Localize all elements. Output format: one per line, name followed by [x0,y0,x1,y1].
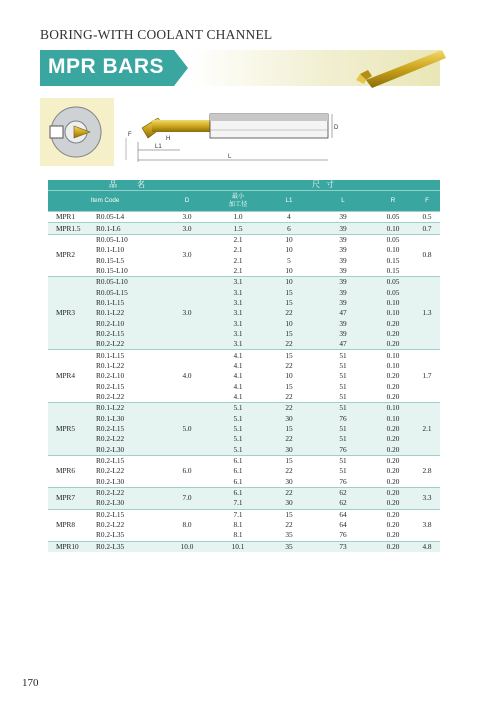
l-cell: 39 [314,234,372,245]
l-cell: 76 [314,530,372,541]
l-cell: 47 [314,339,372,350]
l1-cell: 6 [264,223,314,234]
min-bore-cell: 6.1 [212,477,264,488]
f-cell: 2.1 [414,403,440,456]
l-cell: 39 [314,212,372,223]
product-name-cell: MPR5 [48,403,94,456]
r-cell: 0.20 [372,541,414,552]
table-row [48,498,440,509]
l-cell: 39 [314,266,372,277]
l1-cell: 30 [264,477,314,488]
page-number: 170 [22,677,39,689]
technical-drawing [40,98,340,166]
product-name-cell: MPR1 [48,212,94,223]
r-cell: 0.05 [372,277,414,288]
min-bore-cell: 3.1 [212,298,264,308]
r-cell: 0.20 [372,520,414,530]
table-row [48,287,440,297]
table-row [48,371,440,381]
table-row [48,245,440,255]
l1-cell: 10 [264,371,314,381]
header-dimensions: 尺寸 [212,180,440,191]
table-row [48,277,440,288]
l1-cell: 22 [264,466,314,476]
f-cell: 4.8 [414,541,440,552]
l-cell: 51 [314,392,372,403]
l1-cell: 22 [264,339,314,350]
min-bore-cell: 2.1 [212,266,264,277]
min-bore-cell: 4.1 [212,350,264,361]
min-bore-cell: 1.5 [212,223,264,234]
l1-cell: 35 [264,530,314,541]
l1-cell: 22 [264,392,314,403]
l1-cell: 15 [264,350,314,361]
min-bore-cell: 3.1 [212,277,264,288]
min-bore-cell: 4.1 [212,392,264,403]
item-code-cell: R0.1-L22 [94,361,162,371]
l-cell: 62 [314,487,372,498]
product-name-cell: MPR10 [48,541,94,552]
item-code-cell: R0.2-L30 [94,498,162,509]
min-bore-cell: 3.1 [212,339,264,350]
min-bore-cell: 6.1 [212,455,264,466]
f-cell: 3.8 [414,509,440,541]
header-product-name: 品 名 [48,180,212,191]
product-name-cell: MPR2 [48,234,94,276]
product-name-cell: MPR4 [48,350,94,403]
dim-d-label: D [334,125,339,131]
item-code-cell: R0.2-L22 [94,339,162,350]
d-cell: 6.0 [162,455,212,487]
col-d: D [162,191,212,212]
l-cell: 51 [314,403,372,414]
table-row [48,455,440,466]
item-code-cell: R0.2-L15 [94,455,162,466]
min-bore-cell: 5.1 [212,434,264,444]
r-cell: 0.05 [372,287,414,297]
item-code-cell: R0.2-L15 [94,382,162,392]
r-cell: 0.20 [372,382,414,392]
product-name-cell: MPR8 [48,509,94,541]
item-code-cell: R0.2-L15 [94,509,162,520]
l1-cell: 30 [264,414,314,424]
page-title: MPR BARS [48,55,165,78]
item-code-cell: R0.05-L10 [94,234,162,245]
item-code-cell: R0.1-L22 [94,403,162,414]
item-code-cell: R0.2-L22 [94,520,162,530]
l1-cell: 5 [264,255,314,265]
dim-h-label: H [166,136,171,142]
item-code-cell: R0.15-L5 [94,255,162,265]
l-cell: 51 [314,424,372,434]
col-l: L [314,191,372,212]
l1-cell: 10 [264,234,314,245]
table-row [48,487,440,498]
l1-cell: 15 [264,298,314,308]
table-row [48,403,440,414]
r-cell: 0.20 [372,530,414,541]
r-cell: 0.20 [372,455,414,466]
r-cell: 0.10 [372,361,414,371]
l1-cell: 15 [264,287,314,297]
item-code-cell: R0.1-L10 [94,245,162,255]
item-code-cell: R0.1-L22 [94,308,162,318]
item-code-cell: R0.2-L15 [94,329,162,339]
min-bore-cell: 5.1 [212,414,264,424]
r-cell: 0.20 [372,392,414,403]
table-row [48,520,440,530]
item-code-cell: R0.15-L10 [94,266,162,277]
l-cell: 76 [314,477,372,488]
item-code-cell: R0.2-L35 [94,541,162,552]
table-row [48,392,440,403]
l-cell: 39 [314,329,372,339]
section-header: BORING-WITH COOLANT CHANNEL [40,27,273,42]
min-bore-cell: 4.1 [212,382,264,392]
min-bore-cell: 7.1 [212,509,264,520]
table-row [48,329,440,339]
min-bore-cell: 2.1 [212,234,264,245]
item-code-cell: R0.05-L4 [94,212,162,223]
r-cell: 0.20 [372,487,414,498]
f-cell: 2.8 [414,455,440,487]
l1-cell: 22 [264,520,314,530]
l-cell: 51 [314,361,372,371]
r-cell: 0.15 [372,266,414,277]
table-row [48,298,440,308]
l-cell: 39 [314,245,372,255]
item-code-cell: R0.1-L15 [94,350,162,361]
r-cell: 0.20 [372,509,414,520]
table-row [48,414,440,424]
min-bore-cell: 3.1 [212,287,264,297]
l-cell: 51 [314,350,372,361]
l1-cell: 35 [264,541,314,552]
min-bore-cell: 5.1 [212,424,264,434]
l1-cell: 15 [264,329,314,339]
item-code-cell: R0.2-L22 [94,466,162,476]
product-name-cell: MPR3 [48,277,94,350]
l-cell: 39 [314,277,372,288]
min-bore-cell: 2.1 [212,255,264,265]
min-bore-cell: 8.1 [212,520,264,530]
table-row [48,541,440,552]
table-row [48,477,440,488]
dim-f-label: F [128,132,132,138]
min-bore-cell: 8.1 [212,530,264,541]
item-code-cell: R0.1-L30 [94,414,162,424]
r-cell: 0.05 [372,234,414,245]
l-cell: 51 [314,466,372,476]
col-min-bore: 最小 加工径 [212,191,264,212]
l-cell: 51 [314,382,372,392]
r-cell: 0.20 [372,424,414,434]
l1-cell: 22 [264,487,314,498]
min-bore-cell: 1.0 [212,212,264,223]
f-cell: 0.7 [414,223,440,234]
table-row [48,530,440,541]
l-cell: 39 [314,255,372,265]
table-row [48,434,440,444]
r-cell: 0.20 [372,371,414,381]
min-bore-cell: 4.1 [212,361,264,371]
min-bore-cell: 5.1 [212,445,264,456]
l-cell: 39 [314,298,372,308]
item-code-cell: R0.2-L10 [94,371,162,381]
r-cell: 0.20 [372,498,414,509]
l-cell: 39 [314,287,372,297]
min-bore-cell: 4.1 [212,371,264,381]
product-name-cell: MPR7 [48,487,94,509]
l1-cell: 22 [264,361,314,371]
d-cell: 3.0 [162,212,212,223]
r-cell: 0.20 [372,466,414,476]
f-cell: 0.8 [414,234,440,276]
product-name-cell: MPR6 [48,455,94,487]
d-cell: 4.0 [162,350,212,403]
table-row [48,361,440,371]
table-row [48,339,440,350]
table-row [48,223,440,234]
r-cell: 0.10 [372,298,414,308]
l1-cell: 10 [264,277,314,288]
item-code-cell: R0.2-L15 [94,424,162,434]
r-cell: 0.10 [372,223,414,234]
product-name-cell: MPR1.5 [48,223,94,234]
l-cell: 39 [314,223,372,234]
min-bore-cell: 7.1 [212,498,264,509]
dim-l1-label: L1 [155,144,162,150]
r-cell: 0.20 [372,477,414,488]
item-code-cell: R0.05-L15 [94,287,162,297]
table-row [48,266,440,277]
table-row [48,318,440,328]
r-cell: 0.20 [372,318,414,328]
f-cell: 1.7 [414,350,440,403]
item-code-cell: R0.2-L35 [94,530,162,541]
l1-cell: 10 [264,245,314,255]
l1-cell: 15 [264,455,314,466]
table-row [48,509,440,520]
d-cell: 5.0 [162,403,212,456]
l1-cell: 22 [264,434,314,444]
item-code-cell: R0.2-L10 [94,318,162,328]
dim-l-label: L [228,154,232,160]
item-code-cell: R0.2-L22 [94,392,162,403]
min-bore-cell: 6.1 [212,466,264,476]
l1-cell: 4 [264,212,314,223]
min-bore-cell: 5.1 [212,403,264,414]
col-r: R [372,191,414,212]
r-cell: 0.20 [372,445,414,456]
item-code-cell: R0.2-L30 [94,445,162,456]
min-bore-cell: 2.1 [212,245,264,255]
l1-cell: 22 [264,403,314,414]
l-cell: 76 [314,445,372,456]
r-cell: 0.05 [372,212,414,223]
r-cell: 0.15 [372,255,414,265]
d-cell: 3.0 [162,277,212,350]
item-code-cell: R0.05-L10 [94,277,162,288]
item-code-cell: R0.2-L30 [94,477,162,488]
table-row [48,350,440,361]
r-cell: 0.10 [372,403,414,414]
r-cell: 0.10 [372,350,414,361]
item-code-cell: R0.2-L22 [94,487,162,498]
f-cell: 3.3 [414,487,440,509]
col-l1: L1 [264,191,314,212]
l-cell: 39 [314,318,372,328]
table-row [48,382,440,392]
l1-cell: 10 [264,318,314,328]
table-row [48,424,440,434]
min-bore-cell: 3.1 [212,308,264,318]
l-cell: 51 [314,455,372,466]
table-row [48,308,440,318]
d-cell: 3.0 [162,234,212,276]
l1-cell: 22 [264,308,314,318]
d-cell: 8.0 [162,509,212,541]
table-row [48,255,440,265]
l1-cell: 15 [264,382,314,392]
l-cell: 51 [314,371,372,381]
l-cell: 51 [314,434,372,444]
l-cell: 76 [314,414,372,424]
table-row [48,234,440,245]
d-cell: 7.0 [162,487,212,509]
f-cell: 0.5 [414,212,440,223]
item-code-cell: R0.1-L15 [94,298,162,308]
table-row [48,466,440,476]
col-item-code: Item Code [48,191,162,212]
l1-cell: 15 [264,424,314,434]
r-cell: 0.10 [372,245,414,255]
l-cell: 64 [314,509,372,520]
spec-table [48,180,440,552]
item-code-cell: R0.1-L6 [94,223,162,234]
tool-photo [356,44,446,90]
l-cell: 47 [314,308,372,318]
l-cell: 73 [314,541,372,552]
table-row [48,445,440,456]
min-bore-cell: 3.1 [212,329,264,339]
l-cell: 64 [314,520,372,530]
l-cell: 62 [314,498,372,509]
r-cell: 0.10 [372,414,414,424]
l1-cell: 30 [264,445,314,456]
r-cell: 0.10 [372,308,414,318]
r-cell: 0.20 [372,339,414,350]
min-bore-cell: 10.1 [212,541,264,552]
f-cell: 1.3 [414,277,440,350]
table-row [48,212,440,223]
min-bore-cell: 6.1 [212,487,264,498]
d-cell: 10.0 [162,541,212,552]
l1-cell: 15 [264,509,314,520]
r-cell: 0.20 [372,434,414,444]
item-code-cell: R0.2-L22 [94,434,162,444]
d-cell: 3.0 [162,223,212,234]
spec-table-body [48,212,440,553]
l1-cell: 10 [264,266,314,277]
r-cell: 0.20 [372,329,414,339]
l1-cell: 30 [264,498,314,509]
min-bore-cell: 3.1 [212,318,264,328]
col-f: F [414,191,440,212]
